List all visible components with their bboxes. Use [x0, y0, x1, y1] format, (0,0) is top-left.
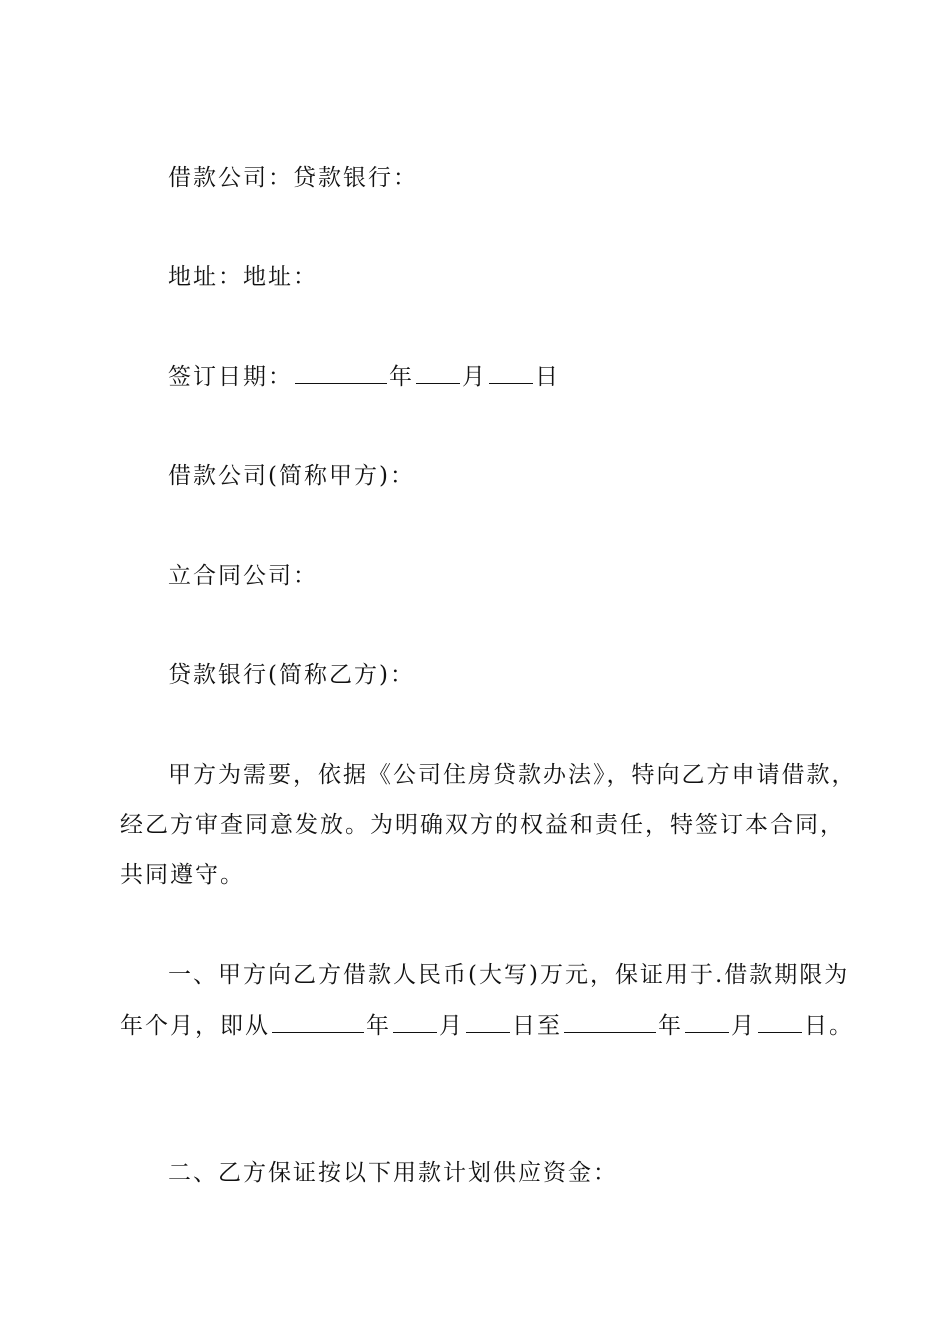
sign-date-label: 签订日期： [168, 364, 293, 390]
start-day-suffix: 日至 [512, 1013, 562, 1039]
start-month-suffix: 月 [439, 1013, 464, 1039]
end-month-suffix: 月 [731, 1013, 756, 1039]
sign-month-suffix: 月 [462, 364, 487, 390]
preamble-line-3: 共同遵守。 [120, 862, 245, 888]
sign-date-line [168, 361, 560, 392]
end-month-blank[interactable] [685, 1010, 729, 1033]
clause-1-period-text: 年个月，即从 [120, 1013, 270, 1039]
party-a-line: 借款公司(简称甲方)： [168, 463, 415, 489]
preamble-line-2: 经乙方审查同意发放。为明确双方的权益和责任，特签订本合同， [120, 812, 845, 838]
start-month-blank[interactable] [393, 1010, 437, 1033]
start-year-suffix: 年 [366, 1013, 391, 1039]
end-day-suffix: 日。 [804, 1013, 854, 1039]
end-year-suffix: 年 [658, 1013, 683, 1039]
clause-2-line-1: 二、乙方保证按以下用款计划供应资金： [168, 1160, 618, 1186]
start-day-blank[interactable] [466, 1010, 510, 1033]
sign-day-blank[interactable] [489, 361, 533, 384]
parties-line: 借款公司：贷款银行： [168, 165, 418, 191]
preamble-line-1: 甲方为需要，依据《公司住房贷款办法》，特向乙方申请借款， [168, 762, 857, 788]
sign-year-blank[interactable] [295, 361, 387, 384]
address-line: 地址：地址： [168, 264, 318, 290]
sign-year-suffix: 年 [389, 364, 414, 390]
clause-1-line-2 [120, 1010, 854, 1041]
end-year-blank[interactable] [564, 1010, 656, 1033]
start-year-blank[interactable] [272, 1010, 364, 1033]
sign-month-blank[interactable] [416, 361, 460, 384]
sign-day-suffix: 日 [535, 364, 560, 390]
contract-company-line: 立合同公司： [168, 563, 318, 589]
clause-1-line-1: 一、甲方向乙方借款人民币(大写)万元，保证用于.借款期限为 [168, 962, 850, 988]
party-b-line: 贷款银行(简称乙方)： [168, 662, 415, 688]
end-day-blank[interactable] [758, 1010, 802, 1033]
